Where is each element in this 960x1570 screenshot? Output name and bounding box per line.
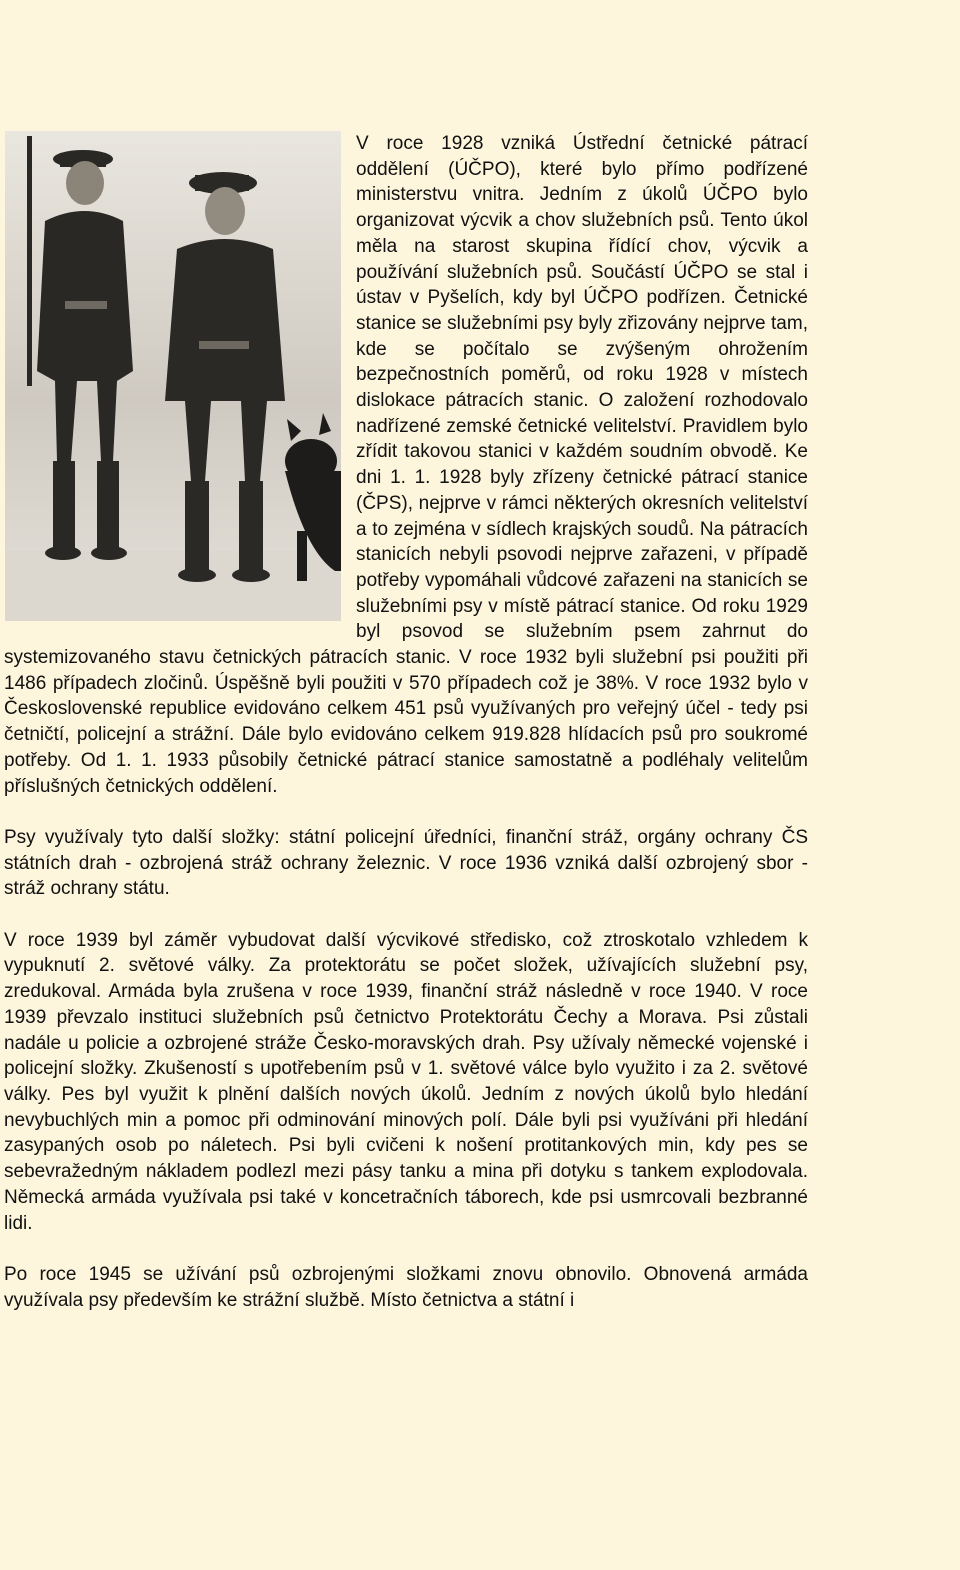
paragraph-2: Psy využívaly tyto další složky: státní policejní úředníci, finanční stráž, orgány ochrany ČS státních drah - ozbrojená stráž ochrany železnic. V roce 1936 vzniká další ozbrojený sbor - stráž ochrany státu. xyxy=(4,826,808,900)
article-text xyxy=(4,131,808,1313)
paragraph-3: V roce 1939 byl záměr vybudovat další výcvikové středisko, což ztroskotalo vzhledem k vypuknutí 2. světové války. Za protektorátu se počet složek, užívajících služební psy, zredukoval. Armáda byla zrušena v roce 1939, finanční stráž následně v roce 1940. V roce 1939 převzalo instituci služebních psů četnictvo Protektorátu Čechy a Morava. Psi zůstali nadále u policie a ozbrojené stráže Česko-moravských drah. Psy užívaly německé vojenské i policejní složky. Zkušeností s upotřebením psů v 1. světové válce bylo využito i za 2. světové války. Pes byl využit k plnění dalších nových úkolů. Jedním z nových úkolů bylo hledání nevybuchlých min a pomoc při odminování minových polí. Dále byli psi využíváni při hledání zasypaných osob po náletech. Psi byli cvičeni k nošení protitankových min, kdy pes se sebevražedným nákladem podlezl mezi pásy tanku a mina při dotyku s tankem explodovala. Německá armáda využívala psi také v koncetračních táborech, kde psi usmrcovali bezbranné lidi. xyxy=(4,929,808,1234)
paragraph-1: V roce 1928 vzniká Ústřední četnické pátrací oddělení (ÚČPO), které bylo přímo podřízené ministerstvu vnitra. Jedním z úkolů ÚČPO bylo organizovat výcvik a chov služebních psů. Tento úkol měla na starost skupina řídící chov, výcvik a používání služebních psů. Součástí ÚČPO se stal i ústav v Pyšelích, kdy byl ÚČPO podřízen. Četnické stanice se služebními psy byly zřizovány nejprve tam, kde se počítalo se zvýšeným ohrožením bezpečnostních poměrů, od roku 1928 v místech dislokace pátracích stanic. O založení rozhodovalo nadřízené zemské četnické velitelství. Pravidlem bylo zřídit takovou stanici v každém soudním obvodě. Ke dni 1. 1. 1928 byly zřízeny četnické pátrací stanice (ČPS), nejprve v rámci některých okresních velitelství a to zejména v sídlech krajských soudů. Na pátracích stanicích nebyli psovodi nejprve zařazeni, v případě potřeby vypomáhali vůdcové zařazeni na stanicích se služebními psy v místě pátrací stanice. Od roku 1929 byl psovod se služebním psem zahrnut do systemizovaného stavu četnických pátracích stanic. V roce 1932 byli služební psi použiti při 1486 případech zločinů. Úspěšně byli použiti v 570 případech což je 38%. V roce 1932 bylo v Československé republice evidováno celkem 451 psů využívaných pro veřejný účel - tedy psi četničtí, policejní a strážní. Dále bylo evidováno celkem 919.828 hlídacích psů pro soukromé potřeby. Od 1. 1. 1933 působily četnické pátrací stanice samostatně a podléhaly velitelům příslušných četnických oddělení. xyxy=(4,133,808,797)
photo-spacer xyxy=(4,131,356,626)
paragraph-4: Po roce 1945 se užívání psů ozbrojenými složkami znovu obnovilo. Obnovená armáda využívala psy především ke strážní službě. Místo četnictva a státní i xyxy=(4,1263,808,1311)
